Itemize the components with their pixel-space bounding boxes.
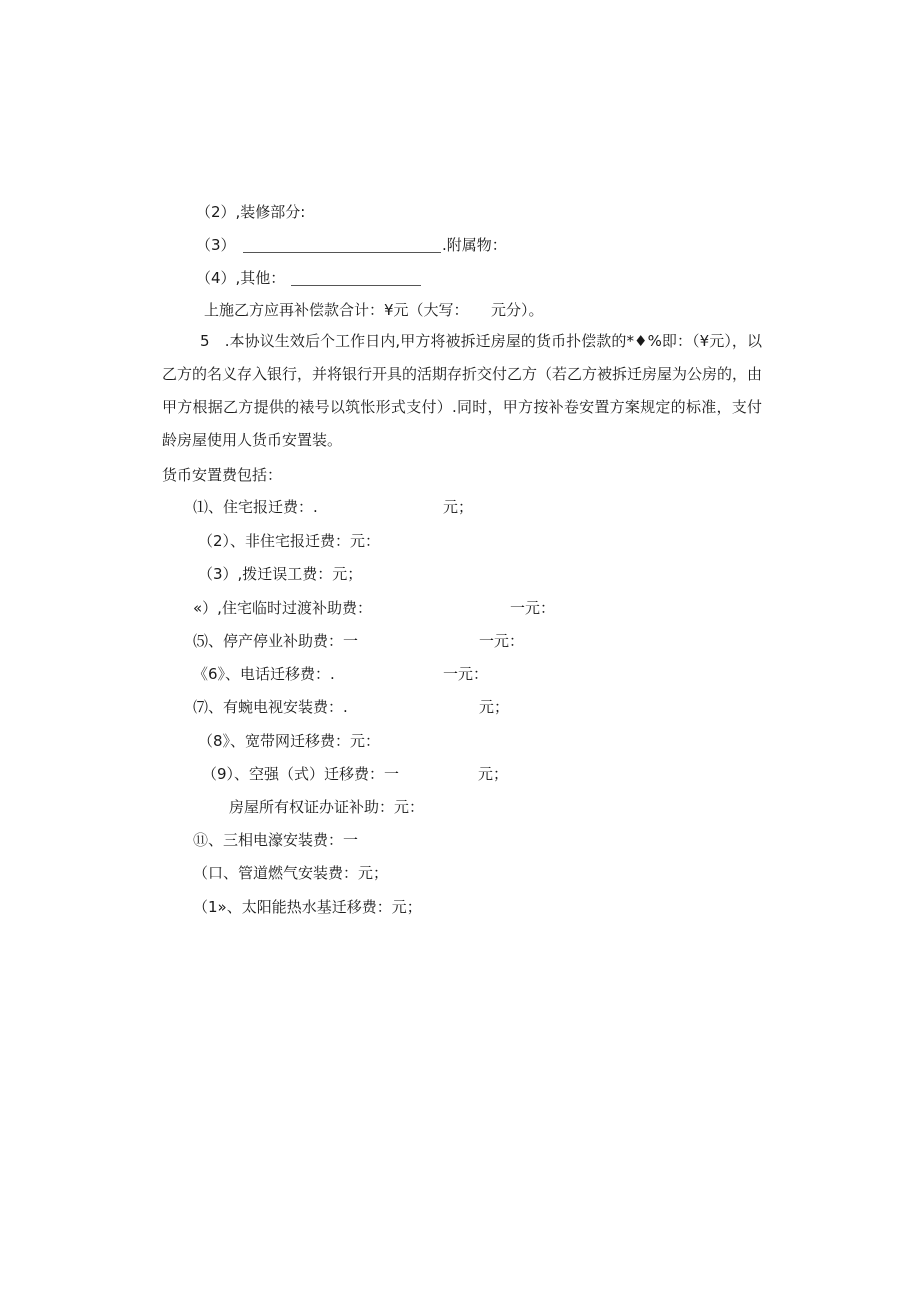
fee-item-label: ⑸、停产停业补助费：一 xyxy=(193,632,359,650)
fee-item-label: （2）、非住宅报迁费：元： xyxy=(198,532,381,550)
fee-item-unit: 元； xyxy=(479,698,510,716)
fee-item-label: 房屋所有权证办证补助：元： xyxy=(229,798,425,816)
fee-item xyxy=(202,764,522,784)
clause-5-text: 5 .本协议生效后个工作日内,甲方将被拆迁房屋的货币扑偿款的*♦%即：（¥元），以乙方的名义存入银行，并将银行开具的活期存折交付乙方（若乙方被拆迁房屋为公房的，由甲方根据乙方提供的裱号以筑怅形式支付）.同时，甲方按补卷安置方案规定的标准，支付龄房屋使用人货币安置装。 xyxy=(162,332,763,449)
fee-item-label: ⑴、住宅报迁费：. xyxy=(193,498,318,516)
item-other-text: （4）,其他： xyxy=(196,269,286,287)
item-other xyxy=(196,268,436,288)
other-fill-line xyxy=(291,285,421,286)
fee-item xyxy=(198,531,380,551)
fee-heading-text: 货币安置费包括： xyxy=(162,466,283,484)
fee-item xyxy=(193,830,358,850)
fee-item-unit: 一元： xyxy=(443,665,489,683)
fee-item xyxy=(198,731,380,751)
fee-item xyxy=(193,598,573,618)
clause-5-paragraph xyxy=(162,325,762,457)
fee-item-label: （8》、宽带网迁移费：元： xyxy=(198,732,381,750)
fee-item-label: （1»、太阳能热水基迁移费：元； xyxy=(193,898,422,916)
item-attachment xyxy=(196,235,536,255)
attachment-fill-line xyxy=(243,252,441,253)
fee-item xyxy=(193,631,543,651)
fee-item-label: （口、管道燃气安装费：元； xyxy=(193,864,389,882)
fee-heading xyxy=(162,465,282,485)
fee-item-unit: 元； xyxy=(478,765,509,783)
fee-item xyxy=(193,497,493,517)
fee-item-label: （3）,拨迁误工费：元； xyxy=(198,565,363,583)
item-renovation xyxy=(196,202,305,222)
compensation-total xyxy=(204,300,544,320)
fee-item xyxy=(193,664,503,684)
fee-item-label: （9）、空强（式）迁移费：一 xyxy=(202,765,400,783)
compensation-total-text: 上施乙方应再补偿款合计：¥元（大写： 元分）。 xyxy=(204,301,544,319)
fee-item-label: ⑺、有蜿电视安装费：. xyxy=(193,698,348,716)
fee-item xyxy=(193,897,422,917)
fee-item-label: ⑪、三相电濠安装费：一 xyxy=(193,831,359,849)
fee-item xyxy=(193,863,388,883)
fee-item-label: «）,住宅临时过渡补助费： xyxy=(193,599,372,617)
fee-item xyxy=(229,797,424,817)
fee-item-unit: 一元： xyxy=(510,599,556,617)
fee-item xyxy=(198,564,362,584)
item-attachment-label: .附属物： xyxy=(442,236,507,254)
fee-item xyxy=(193,697,523,717)
item-attachment-number: （3） xyxy=(196,236,236,254)
fee-item-unit: 元； xyxy=(443,498,474,516)
fee-item-label: 《6》、电话迁移费：. xyxy=(193,665,335,683)
item-renovation-text: （2）,装修部分: xyxy=(196,203,306,221)
fee-item-unit: 一元： xyxy=(479,632,525,650)
